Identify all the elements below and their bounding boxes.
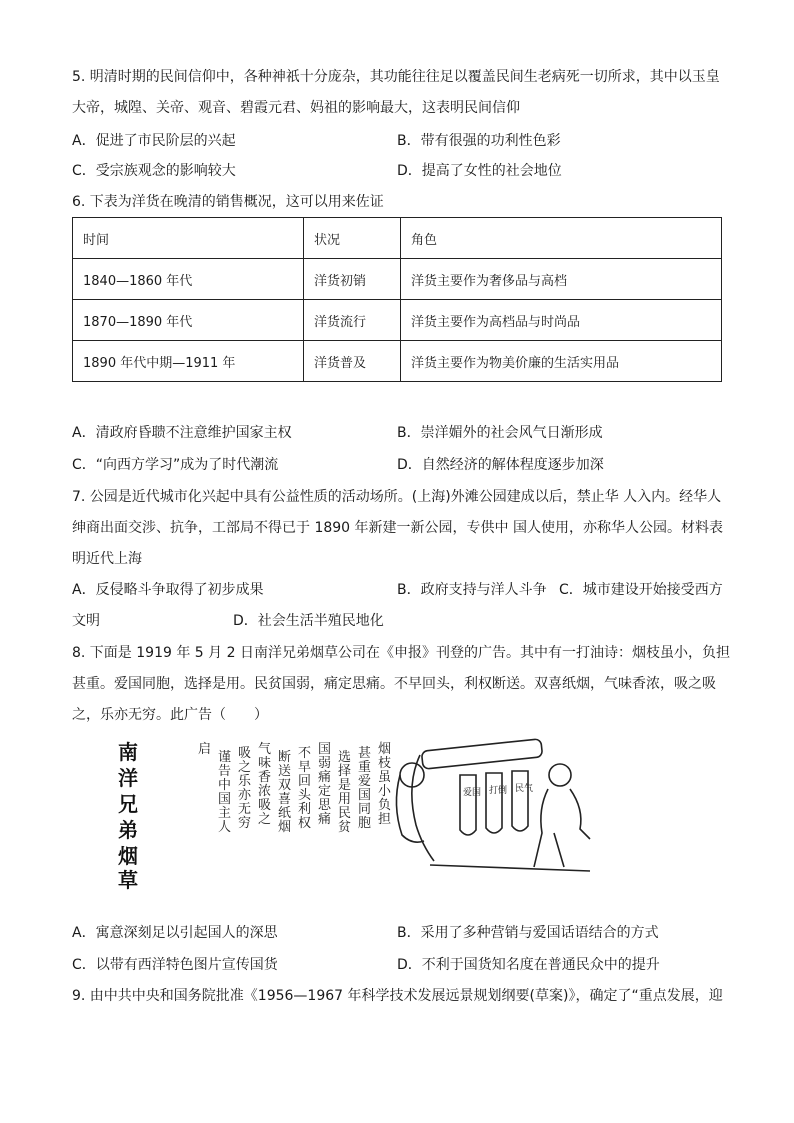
- q5-option-d[interactable]: D．提高了女性的社会地位: [397, 163, 562, 179]
- ad-poem-char: 国: [218, 792, 232, 807]
- ad-poem-char: 胞: [358, 816, 372, 831]
- q7-stem-line-2: 绅商出面交涉、抗争，工部局不得已于 1890 年新建一新公园，专供中 国人使用，亦称华人公园。材料表: [72, 520, 723, 536]
- ad-poem-char: 主: [218, 806, 232, 821]
- table-row: [73, 341, 722, 382]
- ad-poem-char: 思: [318, 798, 332, 813]
- q6-option-d[interactable]: D．自然经济的解体程度逐步加深: [397, 457, 604, 473]
- ad-poem-char: 定: [318, 784, 332, 799]
- ad-poem-char: 之: [258, 812, 272, 827]
- table-row: [73, 259, 722, 300]
- ad-poem-char: 人: [218, 820, 232, 835]
- q8-option-c[interactable]: C．以带有西洋特色图片宣传国货: [72, 957, 278, 973]
- bottle-label: 爱国: [463, 788, 482, 798]
- q7-stem-line-3: 明近代上海: [72, 551, 142, 567]
- foreign-goods-table: [72, 217, 722, 382]
- q8-stem-line-3: 之，乐亦无穷。此广告（ ）: [72, 707, 268, 723]
- table-cell: 洋货主要作为物美价廉的生活实用品: [401, 341, 722, 382]
- ad-poem-char: 之: [238, 760, 252, 775]
- table-header-row: [73, 218, 722, 259]
- ad-poem-char: 浓: [258, 784, 272, 799]
- ad-poem: [198, 741, 392, 835]
- q7-option-d[interactable]: D．社会生活半殖民地化: [233, 613, 384, 629]
- table-header-cell: 时间: [73, 218, 304, 259]
- bottle-shape: [460, 775, 476, 835]
- ad-poem-char: 送: [278, 764, 292, 779]
- table-cell: 洋货流行: [304, 300, 401, 341]
- q8-stem-line-2: 甚重。爱国同胞，选择是用。民贫国弱，痛定思痛。不早回头，利权断送。双喜纸烟，气味香浓，吸之吸: [72, 676, 716, 692]
- ad-poem-char: 不: [298, 746, 312, 761]
- ad-poem-char: 痛: [318, 770, 332, 785]
- ad-poem-char: 同: [358, 802, 372, 817]
- ad-company-char: 草: [118, 868, 138, 892]
- ad-poem-char: 早: [298, 760, 312, 775]
- ad-company-char: 弟: [118, 818, 138, 842]
- ad-poem-char: 权: [298, 816, 312, 831]
- ad-poem-char: 穷: [238, 816, 252, 831]
- ad-poem-char: 小: [378, 784, 392, 799]
- bottle-shape: [486, 773, 502, 833]
- ad-figure-illustration: [396, 739, 590, 871]
- ad-poem-char: 枝: [378, 756, 392, 771]
- table-cell: 洋货主要作为高档品与时尚品: [401, 300, 722, 341]
- q6-option-c[interactable]: C．“向西方学习”成为了时代潮流: [72, 457, 279, 473]
- q5-stem-line-2: 大帝，城隍、关帝、观音、碧霞元君、妈祖的影响最大，这表明民间信仰: [72, 100, 520, 116]
- ad-poem-char: 味: [258, 756, 272, 771]
- q5-option-b[interactable]: B．带有很强的功利性色彩: [397, 133, 561, 149]
- ad-poem-char: 担: [378, 812, 392, 827]
- ad-poem-char: 选: [338, 750, 352, 765]
- q7-option-b[interactable]: B．政府支持与洋人斗争: [397, 582, 547, 598]
- ad-poem-char: 是: [338, 778, 352, 793]
- q7-option-a[interactable]: A．反侵略斗争取得了初步成果: [72, 582, 264, 598]
- ad-poem-char: 利: [298, 802, 312, 817]
- ad-poem-char: 气: [258, 742, 272, 757]
- table-row: [73, 300, 722, 341]
- ad-poem-char: 头: [298, 788, 312, 803]
- ad-poem-char: 用: [338, 792, 352, 807]
- bottle-label: 打倒: [489, 786, 508, 796]
- ad-poem-char: 喜: [278, 792, 292, 807]
- ad-poem-char: 双: [278, 778, 292, 793]
- ad-poem-char: 国: [358, 788, 372, 803]
- ad-poem-char: 虽: [378, 770, 392, 785]
- q8-option-d[interactable]: D．不利于国货知名度在普通民众中的提升: [397, 957, 660, 973]
- ad-poem-char: 痛: [318, 812, 332, 827]
- ad-poem-char: 国: [318, 742, 332, 757]
- table-cell: 1840—1860 年代: [73, 259, 304, 300]
- q6-stem: 6. 下表为洋货在晚清的销售概况，这可以用来佐证: [72, 194, 384, 210]
- table-cell: 洋货初销: [304, 259, 401, 300]
- q5-stem-line-1: 5. 明清时期的民间信仰中，各种神祇十分庞杂，其功能往往足以覆盖民间生老病死一切所求，其中以玉皇: [72, 69, 720, 85]
- ad-poem-char: 告: [218, 764, 232, 779]
- ad-poem-char: 中: [218, 778, 232, 793]
- bottle-shape: [512, 771, 528, 831]
- q7-stem-line-1: 7. 公园是近代城市化兴起中具有公益性质的活动场所。(上海)外滩公园建成以后，禁止华 人入内。经华人: [72, 489, 722, 505]
- ad-poem-char: 爱: [358, 774, 372, 789]
- q8-option-a[interactable]: A．寓意深刻足以引起国人的深思: [72, 925, 278, 941]
- ad-poem-char: 负: [378, 798, 392, 813]
- ad-poem-char: 弱: [318, 756, 332, 771]
- ad-company-char: 烟: [118, 844, 138, 868]
- table-cell: 1890 年代中期—1911 年: [73, 341, 304, 382]
- ad-company-char: 洋: [118, 766, 138, 790]
- ad-poem-char: 无: [238, 802, 252, 817]
- ad-poem-char: 回: [298, 774, 312, 789]
- ad-company-char: 兄: [118, 792, 138, 816]
- bottle-label: 民气: [515, 784, 534, 794]
- ad-poem-char: 乐: [238, 774, 252, 789]
- q9-stem-line-1: 9. 由中共中央和国务院批准《1956—1967 年科学技术发展远景规划纲要(草案)》，确定了“重点发展，迎: [72, 988, 723, 1004]
- q8-stem-line-1: 8. 下面是 1919 年 5 月 2 日南洋兄弟烟草公司在《申报》刊登的广告。其中有一打油诗：烟枝虽小，负担: [72, 645, 730, 661]
- q6-option-a[interactable]: A．清政府昏聩不注意维护国家主权: [72, 425, 292, 441]
- ad-poem-char: 甚: [358, 746, 372, 761]
- ad-poem-char: 谨: [218, 750, 232, 765]
- ad-poem-char: 启: [198, 742, 212, 757]
- cigarette-advertisement-image: [100, 735, 620, 895]
- ad-poem-char: 吸: [258, 798, 272, 813]
- ad-poem-char: 吸: [238, 746, 252, 761]
- ad-poem-char: 断: [278, 750, 292, 765]
- ad-company-name: [117, 740, 138, 892]
- table-header-cell: 状况: [304, 218, 401, 259]
- ad-poem-char: 烟: [278, 820, 292, 835]
- q5-option-c[interactable]: C．受宗族观念的影响较大: [72, 163, 236, 179]
- table-cell: 洋货普及: [304, 341, 401, 382]
- ad-poem-char: 择: [338, 764, 352, 779]
- q5-option-a[interactable]: A．促进了市民阶层的兴起: [72, 133, 236, 149]
- table-header-cell: 角色: [401, 218, 722, 259]
- ad-poem-char: 纸: [278, 806, 292, 821]
- q8-option-b[interactable]: B．采用了多种营销与爱国话语结合的方式: [397, 925, 659, 941]
- ad-poem-char: 贫: [338, 820, 352, 835]
- ad-poem-char: 烟: [378, 742, 392, 757]
- ad-company-char: 南: [118, 740, 138, 764]
- ad-poem-char: 亦: [238, 788, 252, 803]
- q7-option-c[interactable]: C．城市建设开始接受西方: [559, 582, 723, 598]
- q7-option-c-continued[interactable]: 文明: [72, 613, 100, 629]
- table-cell: 1870—1890 年代: [73, 300, 304, 341]
- ad-poem-char: 民: [338, 806, 352, 821]
- ad-poem-char: 香: [258, 770, 272, 785]
- ad-poem-char: 重: [358, 760, 372, 775]
- table-cell: 洋货主要作为奢侈品与高档: [401, 259, 722, 300]
- q6-option-b[interactable]: B．崇洋媚外的社会风气日渐形成: [397, 425, 603, 441]
